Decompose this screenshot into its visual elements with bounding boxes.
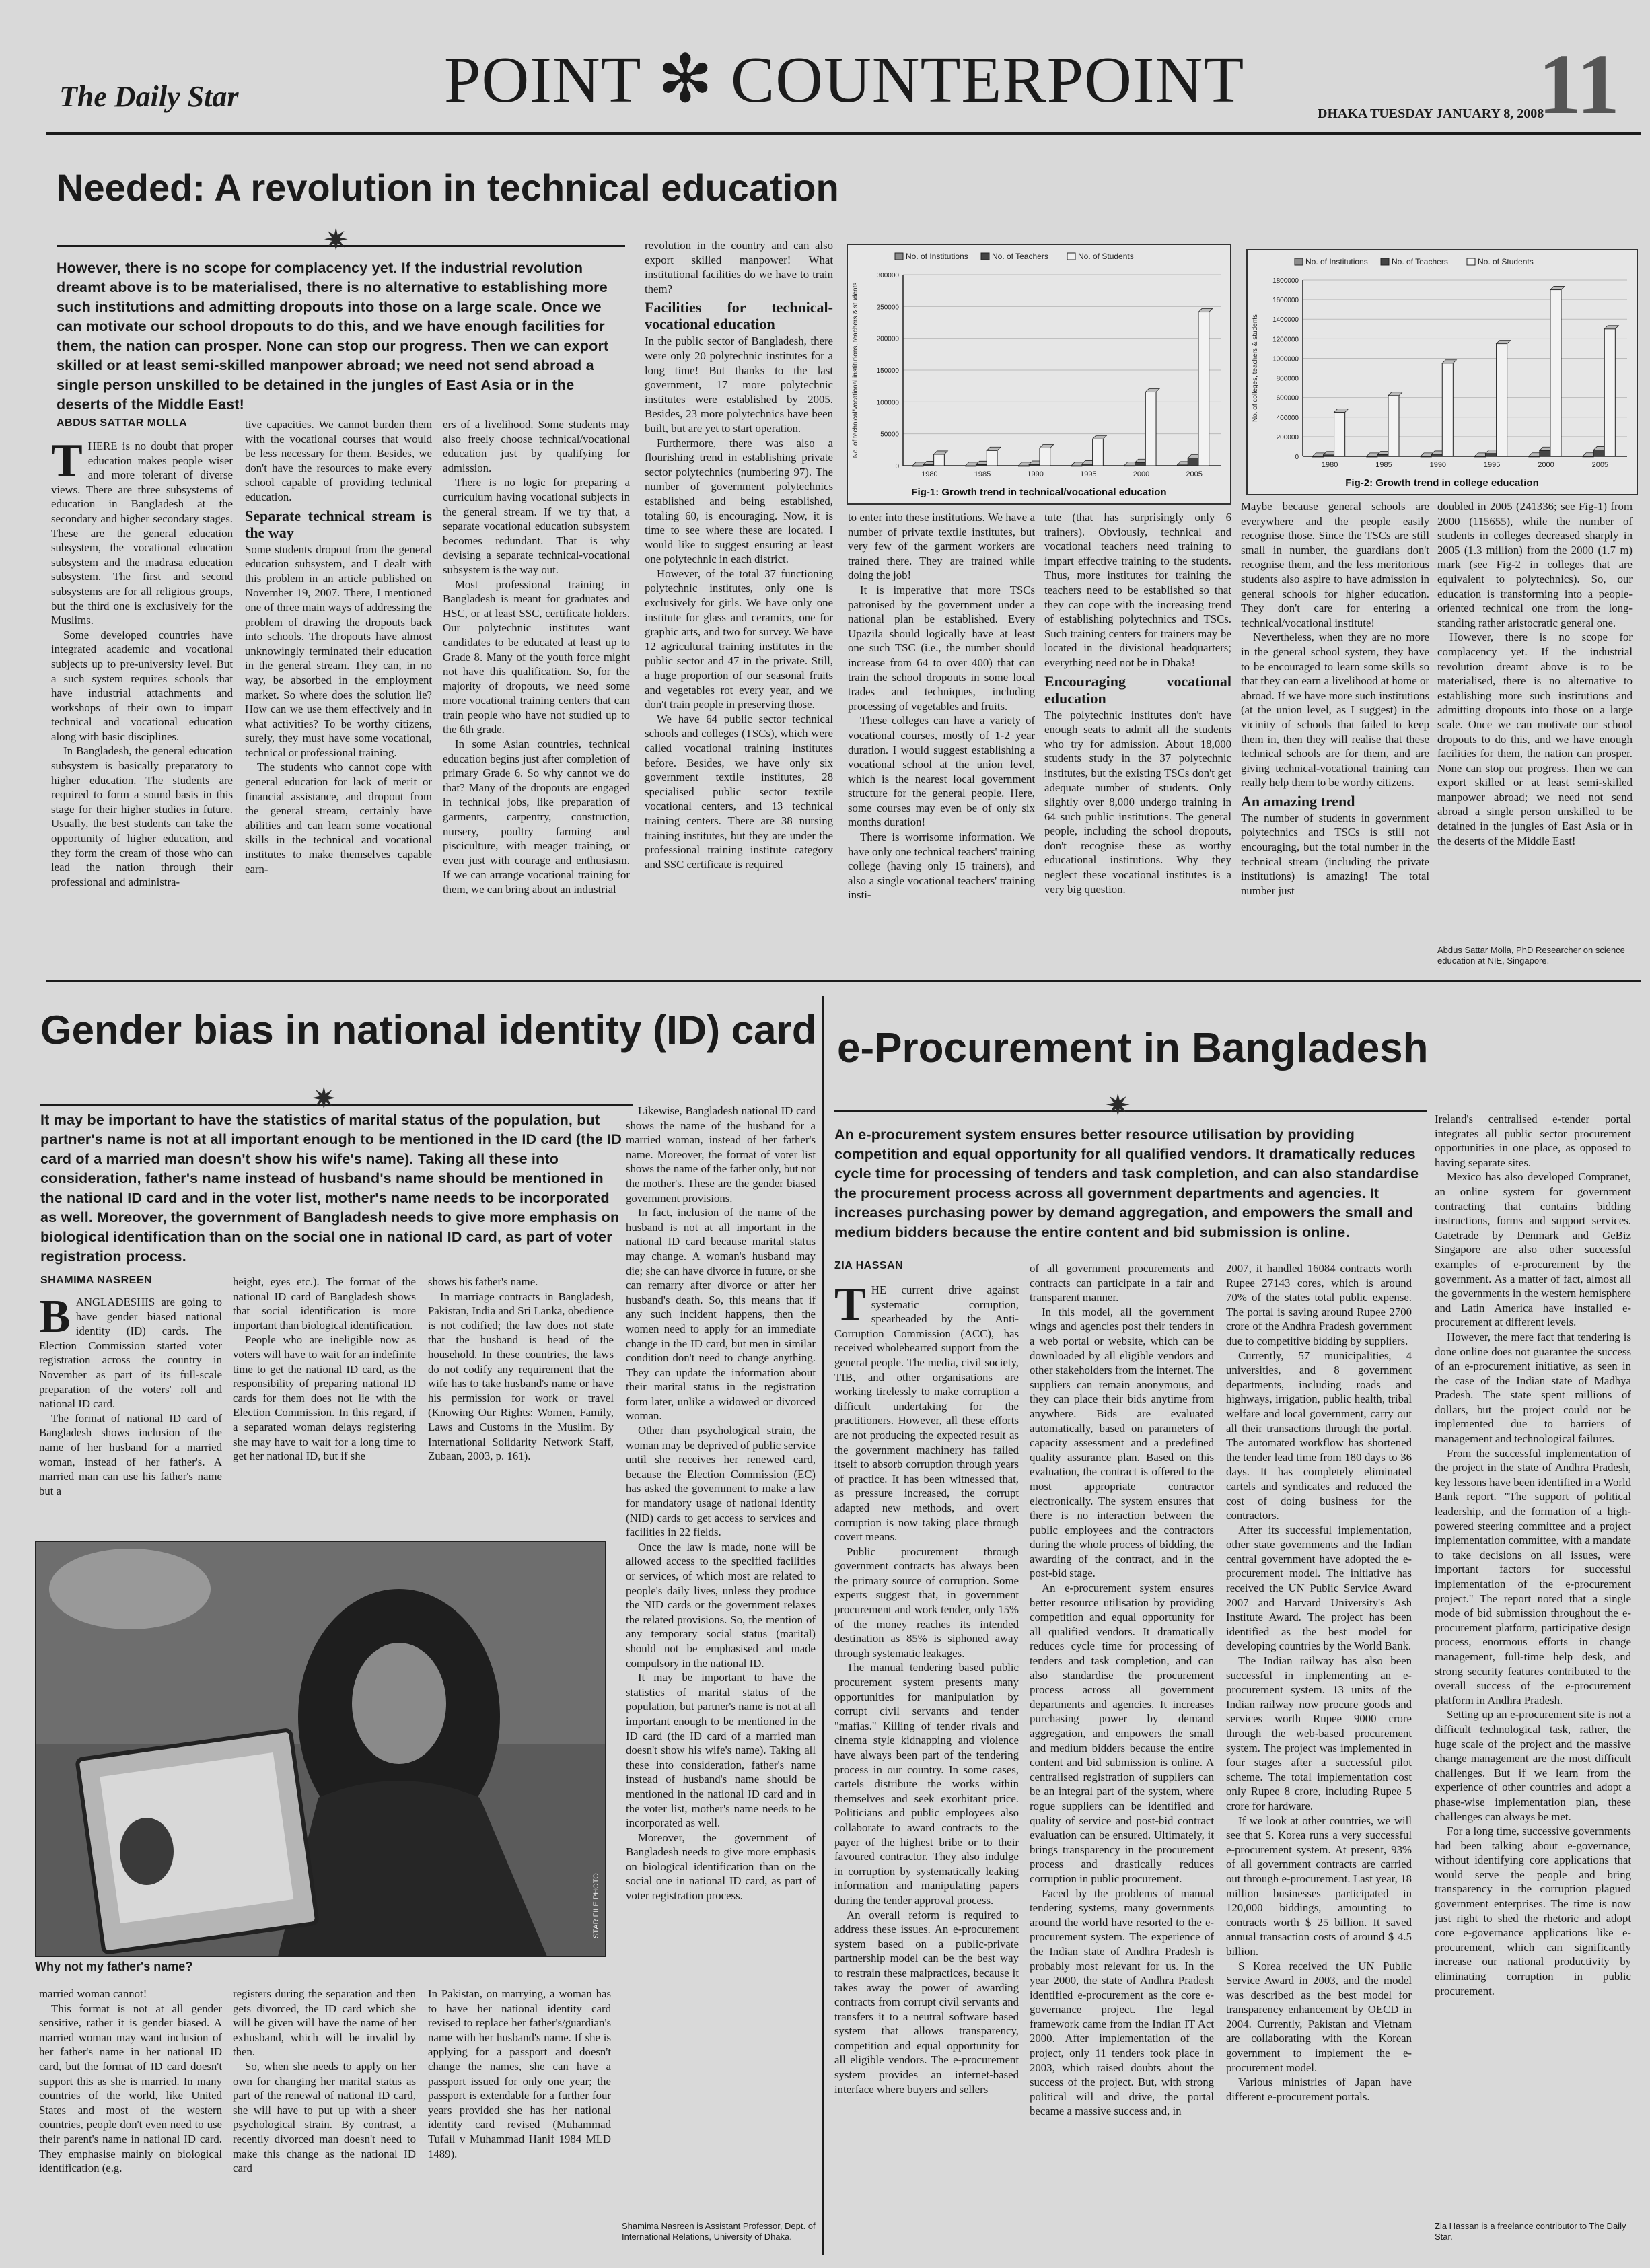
article1-col2 bbox=[245, 417, 432, 964]
paragraph: The number of students in government polytechnics and TSCs is still not encouraging, but the total number in the technical stream (including the private institutions) is amazing! The total number just bbox=[1241, 811, 1429, 897]
bar bbox=[1188, 458, 1198, 466]
legend-swatch bbox=[1467, 258, 1475, 265]
starburst-icon: ✷ bbox=[311, 1082, 337, 1116]
masthead-rule bbox=[46, 132, 1641, 135]
paragraph: revolution in the country and can also export skilled manpower! What institutional facilities do we have to train them? bbox=[645, 239, 833, 295]
page-number: 11 bbox=[1538, 36, 1620, 132]
x-tick-label: 1995 bbox=[1483, 461, 1501, 469]
paragraph: This format is not at all gender sensitive, rather it is gender biased. A married woman may want inclusion of her father's name in her national ID card, but the format of ID card doesn't support this as she is married. In many countries of the world, like United States and most of the western countries, people don't even need to use their parent's name in national ID card. They emphasise mainly on biological identification (e.g. bbox=[39, 2001, 222, 2175]
paragraph: Other than psychological strain, the woman may be deprived of public service until she receives her renewed card, because the Election Commission (EC) has asked the government to make a law for mandatory usage of national identity (NID) cards to get access to services and facilities in 22 fields. bbox=[626, 1424, 816, 1539]
section-title: POINT ✻ COUNTERPOINT bbox=[444, 44, 1245, 116]
paragraph: There is no logic for preparing a curriculum having vocational subjects in the general stream. If we try that, a separate vocational education subsystem becomes redundant. That is why devising a separate technical-vocational subsystem is the way out. bbox=[443, 476, 630, 576]
paragraph: People who are ineligible now as voters will have to wait for an indefinite time to get the national ID card, as the responsibility of preparing national ID cards for them does not lie with the Election Commission. In this regard, if a separated woman delays registering she may have to wait for a long time to get her national ID, but if she bbox=[233, 1333, 416, 1463]
article3-headline: e-Procurement in Bangladesh bbox=[837, 1025, 1429, 1071]
chart-title: Fig-2: Growth trend in college education bbox=[1345, 477, 1539, 489]
paragraph: Some students dropout from the general education subsystem, and I dealt with this problem in an article published on November 19, 2007. There, I mentioned one of three main ways of addressing the problem of drawing the dropouts back into schools. The dropouts have almost unknowingly terminated their education in the general stream. They can, in no way, be absorbed in the employment market. So where does the solution lie? How can we use them effectively and in what activities? To be worthy citizens, surely, they must have some vocational, technical or professional training. bbox=[245, 542, 432, 759]
paragraph: The polytechnic institutes don't have enough seats to admit all the students who try for admission. About 18,000 students study in the 37 polytechnic institutes, but the existing TSCs don't get adequate number of students. Only slightly over 8,000 undergo training in 64 such public institutions. The general people, including the school dropouts, don't recognise these as worthy educational institutions. Why they neglect these vocational institutes is a very big question. bbox=[1044, 708, 1231, 896]
bar bbox=[1145, 392, 1156, 466]
article3-deck: An e-procurement system ensures better resource utilisation by providing competition and equal opportunity for all qualified vendors. It dramatically reduces cycle time for processing of tenders and task completion, and can also standardise the procurement process across all government departments and agencies. It increases purchasing power by demand aggregation, and empowers the small and medium bidders because the entire content and bid submission is online. bbox=[834, 1127, 1419, 1240]
article3-col3 bbox=[1226, 1261, 1412, 2259]
paragraph: Currently, 57 municipalities, 4 universities, and 8 government departments, including roads and highways, irrigation, public health, tribal welfare and local government, carry out all their transactions through the portal. The automated workflow has shortened the tender lead time from 180 days to 36 days. It has completely eliminated cartels and syndicates and reduced the cost of doing business for the contractors. bbox=[1226, 1349, 1412, 1522]
photo-caption: Why not my father's name? bbox=[35, 1960, 193, 1973]
paragraph: Nevertheless, when they are no more in the general school system, they have to be encouraged to learn some skills so that they can earn a livelihood at home or abroad. If we have more such institutions (at the union level, as I suggest) in the vicinity of schools that failed to keep them in, then they will realise that these technical schools are for them, and are giving technical-vocational training can really help them to be worthy citizens. bbox=[1241, 631, 1429, 789]
y-tick-label: 1800000 bbox=[1272, 277, 1299, 285]
dropcap: T bbox=[51, 439, 83, 487]
y-tick-label: 1200000 bbox=[1272, 336, 1299, 344]
paragraph: There is worrisome information. We have only one technical teachers' training college (having only 15 trainers), and also a single vocational teachers' training insti- bbox=[848, 830, 1035, 902]
legend-label: No. of Institutions bbox=[1305, 257, 1368, 267]
column-divider bbox=[822, 996, 824, 2255]
section-divider bbox=[46, 980, 1641, 982]
paragraph: shows his father's name. bbox=[428, 1275, 538, 1288]
bar bbox=[1497, 344, 1507, 456]
starburst-icon: ✷ bbox=[1105, 1088, 1131, 1123]
paragraph: An overall reform is required to address these issues. An e-procurement system based on a public-private partnership model can be the best way to restrain these malpractices, because it takes away the power of awarding contracts from corrupt civil servants and transfers it to a neutral software based system that allows transparency, competition and equal opportunity for all eligible vendors. The e-procurement system provides an internet-based interface where buyers and sellers bbox=[834, 1908, 1019, 2096]
paragraph: registers during the separation and then gets divorced, the ID card which she will be given will have the name of her exhusband, which will be invalid by then. bbox=[233, 1987, 416, 2059]
subheading: Separate technical stream is the way bbox=[245, 507, 432, 541]
paragraph: married woman cannot! bbox=[39, 1987, 147, 2000]
y-tick-label: 600000 bbox=[1276, 394, 1299, 402]
bar bbox=[1486, 454, 1497, 456]
chart-fig1 bbox=[847, 244, 1231, 505]
paper-name: The Daily Star bbox=[59, 80, 239, 113]
subheading: Facilities for technical-vocational education bbox=[645, 299, 833, 333]
bar-top bbox=[1442, 360, 1456, 363]
paragraph: of all government procurements and contracts can participate in a fair and transparent manner. bbox=[1030, 1262, 1214, 1304]
paragraph: In fact, inclusion of the name of the husband is not at all important in the national ID card because marital status may change. A woman's husband may die; she can have divorce in future, or she can remarry after divorce or after her husband's death. So, this means that if any such incident happens, then the women need to apply for an immediate change in the ID card, but men in similar condition don't need to change anything. They can update the information about their marital status in the registration form later, unlike a widowed or divorced woman. bbox=[626, 1206, 816, 1423]
article1-author-note: Abdus Sattar Molla, PhD Researcher on science education at NIE, Singapore. bbox=[1437, 945, 1625, 966]
paragraph: Likewise, Bangladesh national ID card shows the name of the husband for a married woman, instead of her father's name. Moreover, the format of voter list shows the name of the father only, but not the mother's. These are the gender biased government provisions. bbox=[626, 1104, 816, 1205]
article3-col1 bbox=[834, 1283, 1019, 2259]
paragraph: The Indian railway has also been successful in implementing an e-procurement system. 13 units of the Indian railway now procure goods and services worth Rupee 9000 crore through the web-based procurement system. The project was implemented in four stages after a successful pilot scheme. The total implementation cost only Rupee 8 crore, including Rupee 5 crore for hardware. bbox=[1226, 1654, 1412, 1812]
article1-byline: ABDUS SATTAR MOLLA bbox=[57, 417, 188, 429]
bar-top bbox=[1604, 326, 1618, 329]
dateline: DHAKA TUESDAY JANUARY 8, 2008 bbox=[1318, 106, 1544, 121]
paragraph: So, when she needs to apply on her own for changing her marital status as part of the renewal of national ID card, she will have to put up with a sheer psychological strain. By contrast, a recently divorced man doesn't need to make this change as the national ID card bbox=[233, 2059, 416, 2175]
article3-col4 bbox=[1435, 1112, 1631, 2216]
article3-col2 bbox=[1030, 1261, 1214, 2259]
paragraph: to enter into these institutions. We have a number of private textile institutes, but very few of the garment workers are trained there. They are trained while doing the job! bbox=[848, 511, 1035, 582]
bar bbox=[1198, 312, 1209, 466]
bar bbox=[1593, 450, 1604, 456]
article2-byline: SHAMIMA NASREEN bbox=[40, 1275, 153, 1286]
x-tick-label: 1990 bbox=[1429, 461, 1447, 469]
bar bbox=[1540, 450, 1550, 456]
y-tick-label: 400000 bbox=[1276, 414, 1299, 422]
paragraph: In marriage contracts in Bangladesh, Pakistan, India and Sri Lanka, obedience is not codified; the law does not state that the husband is head of the household. In these countries, the laws do not codify any requirement that the wife has to take husband's name or have his permission for work or travel (Knowing Our Rights: Women, Family, Laws and Customs in the Muslim. By International Solidarity Network Staff, Zubaan, 2003, p. 161). bbox=[428, 1289, 614, 1463]
y-tick-label: 50000 bbox=[880, 431, 899, 439]
y-tick-label: 0 bbox=[1295, 454, 1299, 461]
paragraph: tute (that has surprisingly only 6 trainers). Obviously, technical and vocational teachers need training to impart effective training to the students. Thus, more institutes for training the teachers need to be established so that they can cope with the increasing trend of establishing polytechnics and TSCs. Such training centers for trainers may be located in the divisional headquarters; everything need not be in Dhaka! bbox=[1044, 511, 1231, 669]
paragraph: If we look at other countries, we will see that S. Korea runs a very successful e-procurement system. At present, 93% of all government contracts are carried out through e-procurement. Last year, 18 million businesses participated in 120,000 biddings, amounting to contracts worth $ 25 billion. It saved annual transaction costs of around $ 4.5 billion. bbox=[1226, 1814, 1412, 1958]
paragraph: However, there is no scope for complacency yet. If the industrial revolution dreamt above is to be materialised, there is no alternative to establishing more such institutions and admitting dropouts into those on a large scale. Once we can motivate our school dropouts to do this, and we have enough facilities for them, the nation can prosper. None can stop our progress. Then we can export skilled or at least semi-skilled manpower abroad; we need not send abroad a single person unskilled to be detained in the jungles of East Asia or in the deserts of the Middle East! bbox=[1437, 631, 1633, 847]
bar-top bbox=[987, 447, 1001, 450]
y-axis-label: No. of colleges, teachers & students bbox=[1252, 314, 1259, 423]
paragraph: ers of a livelihood. Some students may also freely choose technical/vocational education just by qualifying for admission. bbox=[443, 418, 630, 474]
y-tick-label: 1600000 bbox=[1272, 297, 1299, 305]
paragraph: Public procurement through government contracts has always been the primary source of corruption. Some experts suggest that, in government procurement and work tender, only 15% of the money reaches its intended destination as 85% is siphoned away through systematic leakages. bbox=[834, 1545, 1019, 1660]
paragraph: In some Asian countries, technical education begins just after completion of primary Grade 6. So why cannot we do that? Many of the dropouts are engaged in technical jobs, like preparation of garments, carpentry, construction, nursery, poultry farming and pisciculture, with meager training, or even just with courage and enthusiasm. If we can arrange vocational training for them, we can bring about an industrial bbox=[443, 738, 630, 896]
paragraph: Most professional training in Bangladesh is meant for graduates and HSC, or at least SSC, certificate holders. Our polytechnic institutes want candidates to be educated at least up to Grade 8. Many of the youth force might not have this qualification. So, for the majority of dropouts, we need some more vocational training centers that can train people who have not studied up to the 6th grade. bbox=[443, 577, 630, 736]
paragraph: HERE is no doubt that proper education makes people wiser and more tolerant of diverse views. There are three subsystems of education in Bangladesh at the secondary and higher secondary stages. These are the general education subsystem, the vocational education subsystem and the madrasa education subsystem. The first and second subsystems are for all religious groups, but the third one is exclusively for the Muslims. bbox=[51, 439, 233, 627]
paragraph: The manual tendering based public procurement system presents many opportunities for manipulation by corrupt civil servants and tender "mafias." Killing of tender rivals and cinema style kidnapping and violence have always been part of the tendering process in our country. In some cases, cartels distribute the works within themselves and seek exorbitant price. Politicians and public employees also collaborate to award contracts to the payer of the highest bribe or to their favoured contractor. They also indulge in corruption by systematically leaking information and manipulating papers during the tender approval process. bbox=[834, 1661, 1019, 1907]
bar bbox=[1431, 454, 1442, 456]
paragraph: Some developed countries have integrated academic and vocational subjects up to pre-university level. But a such system requires schools that have industrial attachments and workshops of their own to impart technical and vocational education along with basic disciplines. bbox=[51, 628, 233, 743]
article1-col8 bbox=[1437, 499, 1633, 938]
article3-byline: ZIA HASSAN bbox=[834, 1260, 904, 1271]
paragraph: ANGLADESHIS are going to have gender biased national identity (ID) cards. The Election Commission started voter registration across the country in November as part of its full-scale preparation of the voters' roll and national ID card. bbox=[39, 1296, 222, 1411]
bar-top bbox=[1040, 444, 1054, 448]
x-tick-label: 1985 bbox=[1375, 461, 1392, 469]
y-tick-label: 1400000 bbox=[1272, 316, 1299, 324]
article1-col1 bbox=[51, 439, 233, 964]
y-tick-label: 200000 bbox=[1276, 433, 1299, 441]
starburst-icon: ✷ bbox=[323, 223, 349, 257]
y-tick-label: 100000 bbox=[876, 399, 899, 407]
paragraph: doubled in 2005 (241336; see Fig-1) from 2000 (115655), while the number of students in colleges decreased sharply in 2005 (1.3 million) from the 2000 (1.7 m) mark (see Fig-2 in colleges that are equivalent to polytechnics). So, our education is transforming into a people-oriented technical one from the long-standing rather aristocratic general one. bbox=[1437, 500, 1633, 629]
paragraph: height, eyes etc.). The format of the national ID card of Bangladesh shows that social identification is more important than biological identification. bbox=[233, 1275, 416, 1332]
paragraph: However, of the total 37 functioning polytechnic institutes, only one is exclusively for girls. We have only one institute for glass and ceramics, one for graphic arts, and two for survey. We have 12 agricultural training institutes in the public sector and 47 in the private. Still, a huge proportion of our seasonal fruits and vegetables rot every year, and we don't train people in preserving those. bbox=[645, 567, 833, 711]
legend-label: No. of Students bbox=[1478, 257, 1534, 267]
legend-swatch bbox=[1295, 258, 1303, 265]
y-tick-label: 1000000 bbox=[1272, 355, 1299, 363]
x-tick-label: 1980 bbox=[921, 470, 938, 479]
paragraph: An e-procurement system ensures better resource utilisation by providing competition and equal opportunity for all qualified vendors. It dramatically reduces cycle time for processing of tenders and task completion, and can also standardise the procurement process across all government departments and agencies. It increases purchasing power by demand aggregation, and empowers the small and medium bidders because the entire content and bid submission is online. A centralised registration of suppliers can be an integral part of the system, where rogue suppliers can be identified and quality of service and post-bid contract evaluation can be ensured. Ultimately, it brings transparency in the procurement process and drastically reduces corruption in public procurement. bbox=[1030, 1582, 1214, 1885]
paragraph: Ireland's centralised e-tender portal integrates all public sector procurement opportunities in one place, as opposed to having separate sites. bbox=[1435, 1112, 1631, 1169]
bar bbox=[1604, 329, 1615, 456]
bar-top bbox=[1550, 287, 1565, 290]
article1-col5 bbox=[848, 510, 1035, 966]
y-axis-label: No. of technical/vocational institutions, teachers & students bbox=[852, 282, 859, 458]
y-tick-label: 800000 bbox=[1276, 375, 1299, 383]
paragraph: HE current drive against systematic corruption, spearheaded by the Anti-Corruption Commission (ACC), has received wholehearted support from the general people. The media, civil society, TIB, and other organisations are working tirelessly to make corruption a difficult undertaking for the practitioners. However, all these efforts are not producing the expected result as the government machinery has failed itself to absorb corruption through years of practice. It has been witnessed that, as pressure increased, the corrupt adapted new methods, and overt corruption is now taking place through covert means. bbox=[834, 1283, 1019, 1544]
bar-top bbox=[1497, 341, 1511, 344]
bar bbox=[934, 454, 945, 466]
legend-label: No. of Teachers bbox=[1392, 257, 1448, 267]
chart-fig2 bbox=[1246, 249, 1638, 495]
paragraph: These colleges can have a variety of vocational courses, mostly of 1-2 year duration. I would suggest establishing a vocational school at the union level, which is the nearest local government structure for the general people. Here, some courses may even be of only six months duration! bbox=[848, 714, 1035, 829]
bar-top bbox=[1093, 435, 1107, 439]
bar bbox=[1093, 439, 1104, 466]
paragraph: In this model, all the government wings and agencies post their tenders in a web portal or website, which can be downloaded by all eligible vendors and other stakeholders from the internet. The suppliers can remain anonymous, and they can place their bids anytime from anywhere. Bids are evaluated automatically, based on parameters of capacity assessment and a predefined quality assurance plan. Based on this evaluation, the contract is offered to the most appropriate contractor electronically. The system ensures that there is no interaction between the public employees and the contractors during the whole process of bidding, the awarding of the contract, and in the post-bid stage. bbox=[1030, 1305, 1214, 1580]
chart-fig1-svg bbox=[848, 245, 1230, 503]
paragraph: Various ministries of Japan have different e-procurement portals. bbox=[1226, 2076, 1412, 2103]
paragraph: However, the mere fact that tendering is done online does not guarantee the success of an e-procurement initiative, as seen in the case of the Indian state of Madhya Pradesh. The state spent millions of dollars, but the project could not be implemented due to barriers of management and technological failures. bbox=[1435, 1330, 1631, 1446]
bar bbox=[1550, 290, 1561, 456]
paragraph: After its successful implementation, other state governments and the Indian central government have adopted the e-procurement model. The initiative has received the UN Public Service Award 2007 and Harvard University's Ash Institute Award. The project has been identified as the best model for developing countries by the World Bank. bbox=[1226, 1523, 1412, 1653]
bar-top bbox=[1334, 409, 1349, 413]
paragraph: We have 64 public sector technical schools and colleges (TSCs), which were called vocational training institutes before. Besides, we have only six government textile institutes, 28 specialised public sector textile vocational centers, and 13 technical training centers. There are 38 nursing training institutes, but they are under the professional training institute category and SSC certificate is required bbox=[645, 712, 833, 871]
y-tick-label: 250000 bbox=[876, 304, 899, 312]
article2-deck: It may be important to have the statistics of marital status of the population, but partner's name is not at all important enough to be mentioned in the ID card (the ID card of a married man doesn't show his wife's name). Taking all these into consideration, father's name instead of husband's name should be mentioned in the national ID card and in the voter list, mother's name needs to be incorporated as well. Moreover, the government of Bangladesh needs to give more emphasis on biological identification than on the social one in national ID card, as part of voter registration process. bbox=[40, 1112, 622, 1265]
photo-woman-at-computer bbox=[35, 1541, 606, 1957]
bar-top bbox=[934, 451, 948, 454]
x-tick-label: 1980 bbox=[1321, 461, 1338, 469]
legend-swatch bbox=[981, 253, 989, 260]
paragraph: In Pakistan, on marrying, a woman has to have her national identity card revised to replace her father's/guardian's name with her husband's name. If she is applying for a passport and doesn't change the names, she can have a passport issued for only one year; the passport is extendable for a further four years provided she has her national identity card revised (Muhammad Tufail v Muhammad Hanif 1984 MLD 1489). bbox=[428, 1987, 611, 2160]
x-tick-label: 1985 bbox=[974, 470, 991, 479]
bar-top bbox=[1388, 392, 1402, 396]
chart-title: Fig-1: Growth trend in technical/vocational education bbox=[911, 487, 1167, 498]
x-tick-label: 2000 bbox=[1133, 470, 1150, 479]
paragraph: Furthermore, there was also a flourishing trend in establishing private sector polytechnics (numbering 97). The number of government polytechnics established and being established, totaling 60, is encouraging. Now, it is time to see where these are located. I would like to suggest ensuring at least one polytechnic in each district. bbox=[645, 436, 833, 566]
article2-col1b bbox=[39, 1987, 222, 2256]
article1-deck: However, there is no scope for complacency yet. If the industrial revolution dreamt above is to be materialised, there is no alternative to establishing more such institutions and admitting dropouts into those on a large scale. Once we can motivate our school dropouts to do this, and we have enough facilities for them, the nation can prosper. None can stop our progress. Then we can export skilled or at least semi-skilled manpower abroad; we need not send abroad a single person unskilled to be detained in the jungles of East Asia or in the deserts of the Middle East! bbox=[57, 260, 609, 413]
paragraph: Maybe because general schools are everywhere and the people easily recognise those. Since the TSCs are still small in number, the guardians don't recognise them, and the less meritorious students also aspire to have admission in general schools for higher education. They don't care for entering a technical/vocational institute! bbox=[1241, 500, 1429, 629]
x-tick-label: 1990 bbox=[1027, 470, 1044, 479]
chart-fig2-svg bbox=[1248, 250, 1637, 494]
paragraph: Mexico has also developed Compranet, an online system for government contracting that contains bidding instructions, forms and support services. Gatetrade by Denmark and GeBiz Singapore are also other successful examples of e-procurement by the government. As a matter of fact, almost all the governments in the western hemisphere and Latin America have installed e-procurement at different levels. bbox=[1435, 1170, 1631, 1329]
paragraph: For a long time, successive governments had been talking about e-governance, without identifying core applications that would serve the people and bring transparency in the corruption plagued government enterprises. The time is now just right to shed the rhetoric and adopt core e-governance applications like e-procurement, which can significantly increase our national productivity by eliminating corruption in public procurement. bbox=[1435, 1824, 1631, 1997]
article2-col4 bbox=[626, 1104, 816, 2197]
legend-swatch bbox=[1067, 253, 1075, 260]
bar bbox=[987, 450, 997, 466]
article1-headline: Needed: A revolution in technical education bbox=[57, 166, 839, 209]
dropcap: B bbox=[39, 1295, 71, 1343]
paragraph: From the successful implementation of the project in the state of Andhra Pradesh, key lessons have been identified in a World Bank report. "The support of political leadership, and the formation of a high-powered steering committee and a project implementation committee, with a mandate to take decisions on all issues, were important factors for successful implementation of the e-procurement project." The report noted that a single mode of bid submission throughout the e-procurement platform, participative design process, enormous efforts in change management, full-time help desk, and strong security features contributed to the overall success of the e-procurement platform in Andhra Pradesh. bbox=[1435, 1446, 1631, 1707]
x-tick-label: 2005 bbox=[1591, 461, 1609, 469]
paragraph: 2007, it handled 16084 contracts worth Rupee 27143 cores, which is around 70% of the states total public expense. The portal is saving around Rupee 2700 crore of the Andhra Pradesh government due to competitive bidding by suppliers. bbox=[1226, 1262, 1412, 1347]
paragraph: In Bangladesh, the general education subsystem is basically preparatory to higher education. The students are required to form a sound basis in this stage for their higher studies in future. Usually, the best students can take the opportunity of higher education, and they form the cream of those who can lead the nation through their professional and administra- bbox=[51, 744, 233, 888]
article1-col4 bbox=[645, 238, 833, 964]
article2-headline: Gender bias in national identity (ID) card bbox=[40, 1007, 817, 1053]
article2-author-note: Shamima Nasreen is Assistant Professor, Dept. of International Relations, University of Dhaka. bbox=[622, 2221, 816, 2242]
article1-col6 bbox=[1044, 510, 1231, 966]
paragraph: In the public sector of Bangladesh, there were only 20 polytechnic institutes for a long time! But thanks to the last government, 17 more polytechnic institutes were established by 2005. Besides, 23 more polytechnics have been built, but are yet to start operation. bbox=[645, 334, 833, 435]
paragraph: It is imperative that more TSCs patronised by the government under a national plan be established. Every Upazila should logically have at least one such TSC (i.e., the number should increase from 64 to over 400) that can train the school dropouts in some local trades and techniques, including processing of vegetables and fruits. bbox=[848, 583, 1035, 713]
paragraph: Once the law is made, none will be allowed access to the specified facilities or services, of which most are related to people's daily lives, unless they produce the NID cards or the government relaxes the related provisions. So, the mention of any temporary social status (marital) should not be emphasised and made compulsory in the national ID. bbox=[626, 1540, 816, 1670]
photo-illustration bbox=[36, 1542, 605, 1956]
article1-col3 bbox=[443, 417, 630, 964]
subheading: Encouraging vocational education bbox=[1044, 672, 1231, 707]
x-tick-label: 2000 bbox=[1538, 461, 1554, 469]
y-tick-label: 0 bbox=[895, 463, 899, 470]
photo-credit: STAR FILE PHOTO bbox=[592, 1873, 600, 1938]
y-tick-label: 150000 bbox=[876, 367, 899, 375]
legend-label: No. of Students bbox=[1078, 252, 1134, 261]
x-tick-label: 2005 bbox=[1186, 470, 1203, 479]
bar bbox=[1135, 462, 1146, 466]
x-tick-label: 1995 bbox=[1080, 470, 1097, 479]
bar-top bbox=[1145, 389, 1159, 392]
article2-col3b bbox=[428, 1987, 611, 2256]
article2-col1 bbox=[39, 1295, 222, 1544]
article3-author-note: Zia Hassan is a freelance contributor to The Daily Star. bbox=[1435, 2221, 1626, 2242]
paragraph: The students who cannot cope with general education for lack of merit or financial assistance, and dropout from the general stream, certainly have abilities and can learn some vocational skills in the technical and vocational institutes to make themselves capable earn- bbox=[245, 760, 432, 876]
legend-label: No. of Institutions bbox=[906, 252, 968, 261]
paragraph: The format of national ID card of Bangladesh shows inclusion of the name of her husband for a married woman, instead of her father's. A married man can use his father's name but a bbox=[39, 1411, 222, 1497]
legend-swatch bbox=[895, 253, 903, 260]
legend-label: No. of Teachers bbox=[992, 252, 1048, 261]
bar bbox=[1040, 448, 1050, 466]
y-tick-label: 300000 bbox=[876, 272, 899, 279]
paragraph: It may be important to have the statistics of marital status of the population, but partner's name is not at all important enough to be mentioned in the ID card (the ID card of a married man doesn't show his wife's name). Taking all these into consideration, father's name instead of husband's name should be mentioned in the national ID card and in the voter list, mother's name needs to be incorporated as well. bbox=[626, 1671, 816, 1830]
dropcap: T bbox=[834, 1283, 866, 1331]
article2-col2b bbox=[233, 1987, 416, 2256]
paragraph: Setting up an e-procurement site is not a difficult technological task, rather, the huge scale of the project and the massive change management are the most difficult challenges. But if we learn from the experience of other countries and adopt a phase-wise implementation plan, these challenges can always be met. bbox=[1435, 1708, 1631, 1823]
legend-swatch bbox=[1381, 258, 1389, 265]
article2-col2 bbox=[233, 1275, 416, 1544]
article1-col7 bbox=[1241, 499, 1429, 968]
paragraph: Faced by the problems of manual tendering systems, many governments around the world have resorted to the e-procurement system. The experience of the Indian state of Andhra Pradesh is probably most relevant for us. In the year 2000, the state of Andhra Pradesh identified e-procurement as the core e-governance project. The legal framework came from the Indian IT Act 2000. After implementation of the project, only 11 tenders took place in 2003, which raised doubts about the success of the project. But, with strong political will and drive, the portal became a massive success and, in bbox=[1030, 1886, 1214, 2118]
paragraph: tive capacities. We cannot burden them with the vocational courses that would be less necessary for them. Besides, we don't have the resources to make every school capable of providing technical education. bbox=[245, 418, 432, 503]
bar bbox=[1388, 396, 1399, 456]
bar-top bbox=[1198, 309, 1213, 312]
bar bbox=[1334, 413, 1345, 457]
paragraph: S Korea received the UN Public Service Award in 2003, and the model was described as the best model for transparency enhancement by OECD in 2004. Currently, Pakistan and Vietnam are collaborating with the Korean government to implement the e-procurement model. bbox=[1226, 1959, 1412, 2074]
article2-col3 bbox=[428, 1275, 614, 1544]
paragraph: Moreover, the government of Bangladesh needs to give more emphasis on biological identification than on the social one in national ID card, as part of voter registration process. bbox=[626, 1831, 816, 1903]
y-tick-label: 200000 bbox=[876, 335, 899, 343]
bar bbox=[1442, 363, 1453, 456]
subheading: An amazing trend bbox=[1241, 792, 1355, 810]
